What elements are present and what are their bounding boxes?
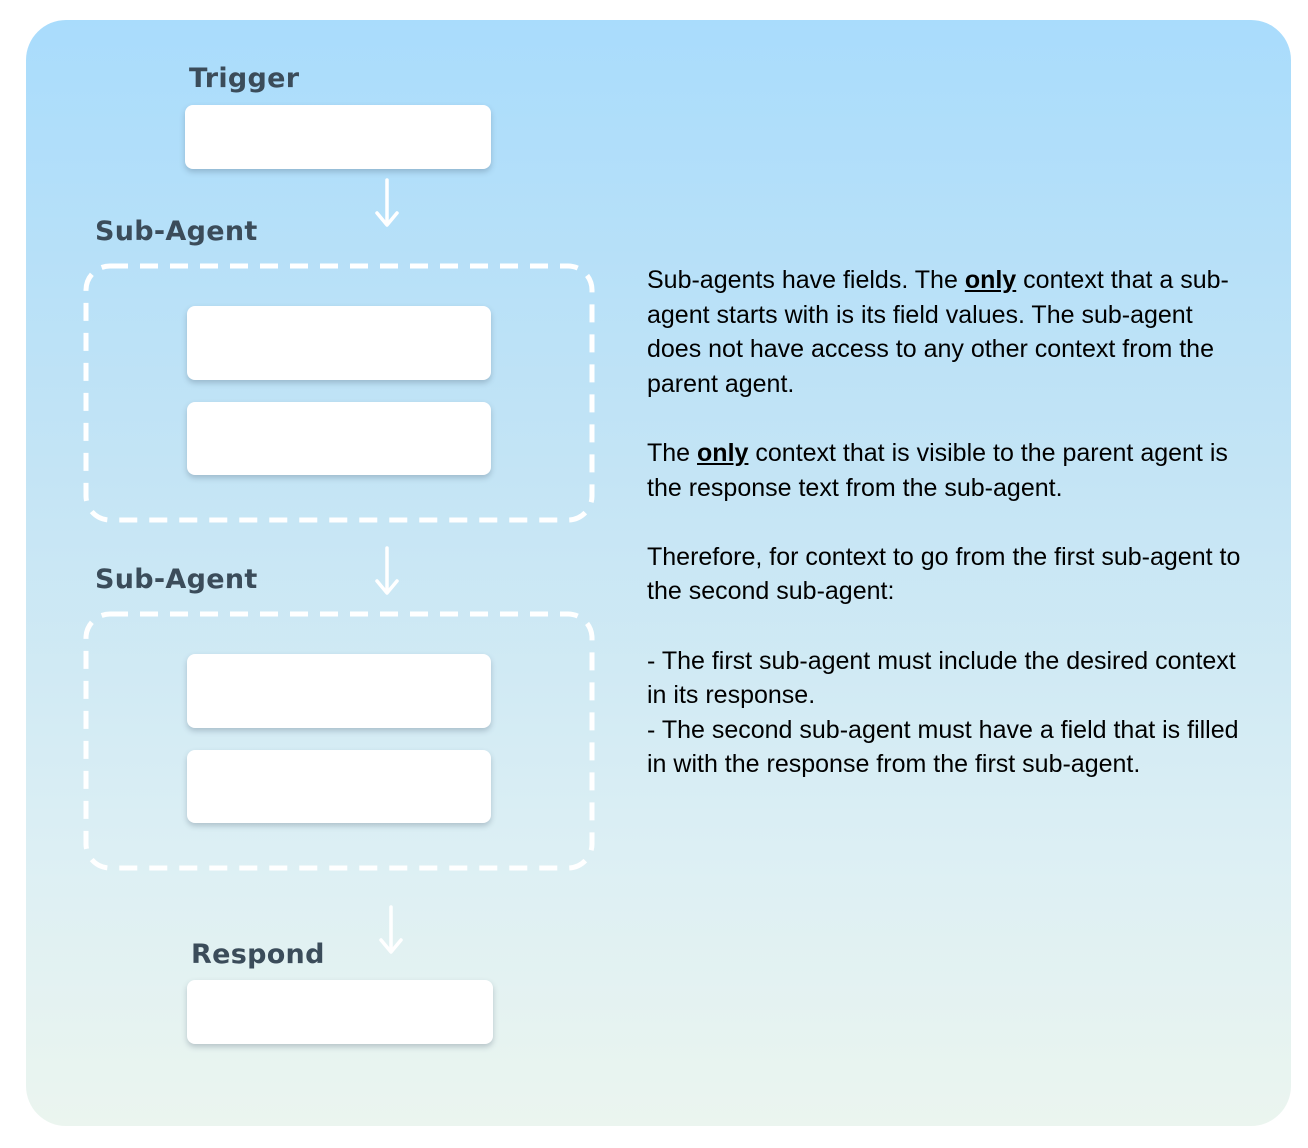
subagent-2-field-2[interactable] <box>187 750 491 823</box>
bullet-2: - The second sub-agent must have a field that is filled in with the response from the first sub-agent. <box>647 715 1239 779</box>
subagent-2-container <box>82 610 598 872</box>
arrow-down-icon <box>372 546 402 598</box>
subagent-2-field-1[interactable] <box>187 654 491 728</box>
p1-text-end: context that a sub-agent starts with is its field values. The sub-agent does not have access to any other context from the parent agent. <box>647 266 1229 398</box>
respond-label: Respond <box>191 939 325 970</box>
p2-text-start: The <box>647 438 698 467</box>
subagent-1-container <box>82 262 598 524</box>
subagent-1-field-1[interactable] <box>187 306 491 380</box>
paragraph-1 <box>647 263 1247 401</box>
explanation-text <box>647 263 1247 782</box>
p1-text-start: Sub-agents have fields. The <box>647 266 965 294</box>
p1-emphasis: only <box>964 266 1017 294</box>
trigger-label: Trigger <box>189 63 300 94</box>
arrow-down-icon <box>376 905 406 957</box>
subagent-1-field-2[interactable] <box>187 402 491 475</box>
bullet-1: - The first sub-agent must include the desired context in its response. <box>647 646 1236 710</box>
paragraph-3: Therefore, for context to go from the first sub-agent to the second sub-agent: <box>647 542 1241 606</box>
paragraph-2 <box>647 436 1247 505</box>
subagent-1-label: Sub-Agent <box>95 216 258 247</box>
trigger-node[interactable] <box>185 105 491 169</box>
arrow-down-icon <box>372 178 402 230</box>
respond-node[interactable] <box>187 980 493 1044</box>
subagent-2-label: Sub-Agent <box>95 564 258 595</box>
p2-emphasis: only <box>697 438 749 467</box>
p2-text-end: context that is visible to the parent agent is the response text from the sub-agent. <box>647 438 1228 502</box>
